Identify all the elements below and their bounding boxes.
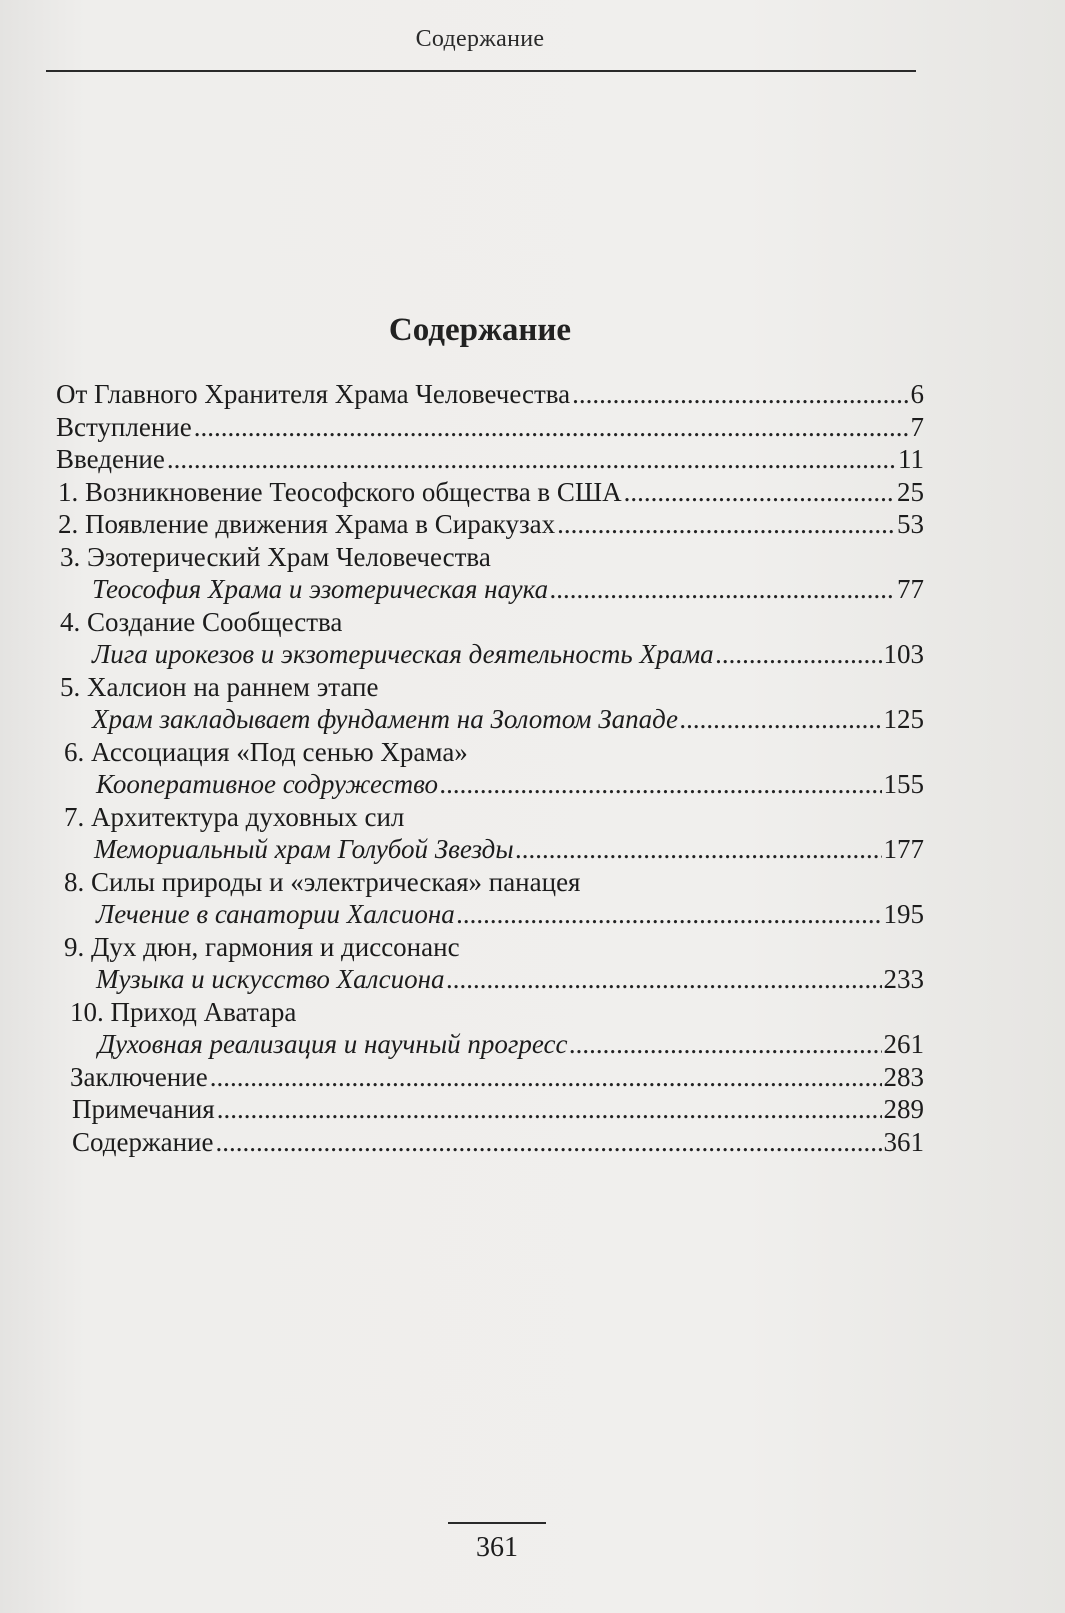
- toc-entry: [56, 768, 924, 801]
- toc-entry-title: Примечания: [72, 1094, 215, 1124]
- toc-entry: [56, 508, 924, 541]
- toc-entry: [56, 1126, 924, 1159]
- table-of-contents: [56, 378, 924, 1158]
- toc-entry-title: 10. Приход Аватара: [70, 996, 297, 1027]
- toc-entry-title: Мемориальный храм Голубой Звезды: [94, 834, 514, 864]
- toc-entry-title: 5. Халсион на раннем этапе: [60, 671, 379, 702]
- toc-entry: [56, 801, 924, 834]
- dot-leader: [210, 1061, 882, 1093]
- toc-entry-page: 155: [883, 769, 924, 799]
- dot-leader: [557, 508, 895, 540]
- toc-entry-page: 233: [883, 964, 924, 994]
- toc-entry: [56, 898, 924, 931]
- dot-leader: [215, 1126, 881, 1158]
- toc-entry-title: Вступление: [56, 411, 192, 442]
- dot-leader: [572, 378, 908, 410]
- toc-entry-page: 11: [898, 444, 924, 474]
- toc-entry: [56, 703, 924, 736]
- toc-entry-title: Лига ирокезов и экзотерическая деятельность Храма: [92, 639, 714, 669]
- toc-entry-title: 9. Дух дюн, гармония и диссонанс: [64, 931, 460, 962]
- toc-entry-title: Лечение в санатории Халсиона: [96, 899, 455, 929]
- toc-entry: [56, 411, 924, 444]
- toc-entry-title: 1. Возникновение Теософского общества в США: [58, 476, 622, 507]
- toc-entry-page: 195: [883, 899, 924, 929]
- toc-entry-page: 361: [883, 1126, 924, 1157]
- toc-entry: [56, 443, 924, 476]
- toc-entry-page: 261: [883, 1029, 924, 1059]
- toc-entry: [56, 866, 924, 899]
- toc-entry: [56, 476, 924, 509]
- toc-title: Содержание: [388, 312, 572, 348]
- toc-entry: [56, 1061, 924, 1094]
- toc-entry: [56, 573, 924, 606]
- dot-leader: [167, 443, 896, 475]
- dot-leader: [680, 703, 881, 735]
- toc-entry-title: 7. Архитектура духовных сил: [64, 801, 405, 832]
- toc-entry-page: 289: [883, 1094, 924, 1124]
- toc-entry-title: 3. Эзотерический Храм Человечества: [60, 541, 491, 572]
- dot-leader: [716, 638, 882, 670]
- toc-entry-title: 2. Появление движения Храма в Сиракузах: [58, 509, 556, 539]
- toc-entry-page: 7: [910, 411, 924, 442]
- dot-leader: [624, 476, 895, 508]
- toc-entry: [56, 931, 924, 964]
- toc-entry-title: Духовная реализация и научный прогресс: [98, 1029, 568, 1059]
- toc-entry-title: 8. Силы природы и «электрическая» панацея: [64, 866, 581, 897]
- toc-entry-title: Содержание: [72, 1126, 214, 1157]
- toc-entry-page: 53: [897, 509, 924, 539]
- toc-entry-title: Кооперативное содружество: [96, 769, 439, 799]
- toc-entry: [56, 963, 924, 996]
- toc-entry-page: 283: [883, 1061, 924, 1092]
- toc-entry: [56, 378, 924, 411]
- toc-entry: [56, 833, 924, 866]
- dot-leader: [447, 963, 882, 995]
- toc-entry: [56, 996, 924, 1029]
- toc-entry: [56, 638, 924, 671]
- running-head: Содержание: [415, 26, 545, 52]
- dot-leader: [194, 411, 909, 443]
- toc-entry-title: 6. Ассоциация «Под сенью Храма»: [64, 736, 468, 767]
- toc-entry-page: 177: [883, 834, 924, 864]
- toc-entry: [56, 1028, 924, 1061]
- dot-leader: [440, 768, 881, 800]
- dot-leader: [550, 573, 895, 605]
- header-rule: [46, 70, 916, 72]
- toc-entry-title: Заключение: [70, 1061, 208, 1092]
- toc-entry: [56, 736, 924, 769]
- toc-entry-page: 103: [883, 639, 924, 669]
- toc-entry: [56, 606, 924, 639]
- toc-entry-page: 25: [897, 476, 924, 507]
- toc-entry-title: Теософия Храма и эзотерическая наука: [92, 574, 549, 604]
- toc-entry: [56, 1093, 924, 1126]
- toc-entry-page: 125: [883, 704, 924, 734]
- toc-entry-title: Введение: [56, 444, 165, 474]
- page-number: 361: [476, 1532, 518, 1563]
- dot-leader: [569, 1028, 881, 1060]
- toc-entry-title: Храм закладывает фундамент на Золотом Западе: [92, 704, 679, 734]
- dot-leader: [516, 833, 882, 865]
- toc-entry-title: Музыка и искусство Халсиона: [96, 964, 445, 994]
- dot-leader: [217, 1093, 882, 1125]
- toc-entry: [56, 671, 924, 704]
- toc-entry: [56, 541, 924, 574]
- toc-entry-title: От Главного Хранителя Храма Человечества: [56, 379, 571, 409]
- toc-entry-page: 77: [897, 574, 924, 604]
- toc-entry-page: 6: [910, 379, 924, 409]
- folio-rule: [448, 1522, 546, 1524]
- dot-leader: [457, 898, 882, 930]
- toc-entry-title: 4. Создание Сообщества: [60, 606, 343, 637]
